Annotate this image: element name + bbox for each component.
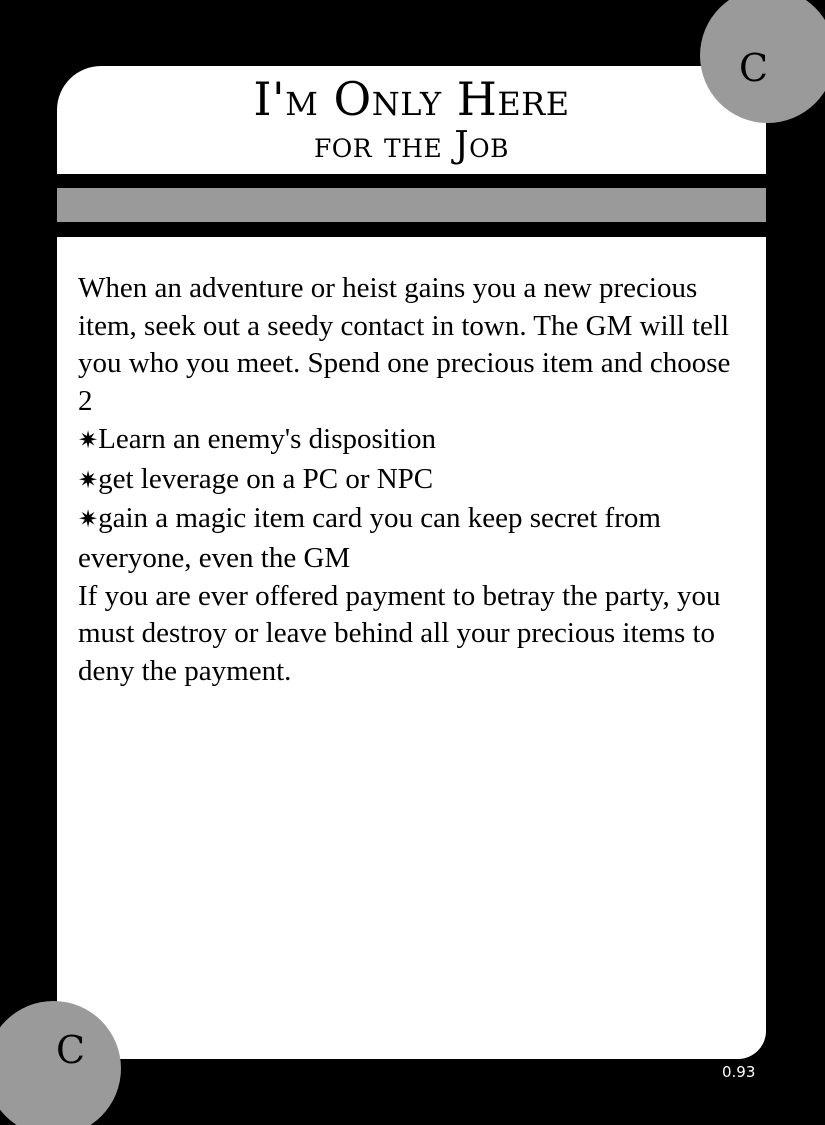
rarity-letter-bottom: C: [56, 1028, 86, 1072]
version-label: 0.93: [722, 1063, 756, 1081]
rules-closing: If you are ever offered payment to betray the party, you must destroy or leave behind all your precious items to deny the payment.: [78, 579, 721, 688]
card-title-line-2: for the Job: [313, 125, 510, 166]
rules-intro: When an adventure or heist gains you a new precious item, seek out a seedy contact in town. The GM will tell you who you meet. Spend one precious item and choose 2: [78, 272, 731, 418]
star-bullet-icon: ✷: [78, 467, 99, 494]
option-text: gain a magic item card you can keep secret from everyone, even the GM: [78, 502, 661, 574]
option-item: [78, 500, 748, 577]
card-title-line-1: I'm Only Here: [253, 72, 570, 126]
title-panel: [57, 66, 766, 174]
rules-text: [78, 270, 748, 691]
option-item: [78, 461, 748, 501]
star-bullet-icon: ✷: [78, 427, 99, 454]
rarity-letter-top: C: [739, 46, 769, 90]
option-text: get leverage on a PC or NPC: [98, 462, 434, 495]
card-title: [57, 72, 766, 166]
star-bullet-icon: ✷: [78, 507, 99, 534]
rules-panel: [57, 237, 766, 1059]
option-item: [78, 421, 748, 461]
subtitle-bar: [57, 188, 766, 222]
option-text: Learn an enemy's disposition: [98, 422, 436, 455]
